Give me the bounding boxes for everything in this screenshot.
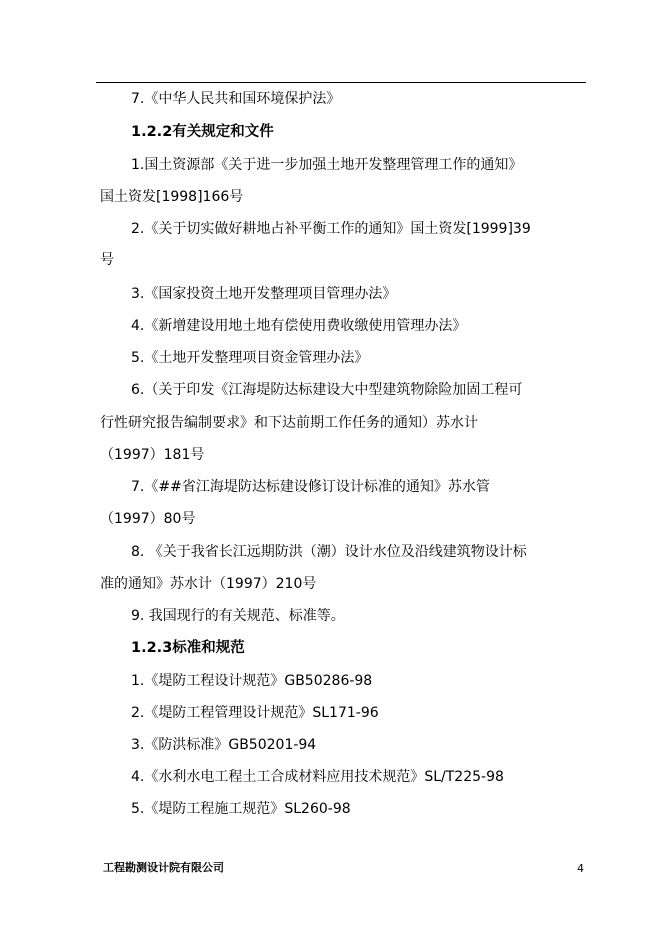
text-line: 7.《中华人民共和国环境保护法》: [131, 91, 341, 107]
header-rule: [96, 82, 586, 83]
text-line: 8. 《关于我省长江远期防洪（潮）设计水位及沿线建筑物设计标: [131, 544, 527, 560]
text-line: 2.《关于切实做好耕地占补平衡工作的通知》国土资发[1999]39: [131, 221, 531, 237]
text-line: 4.《新增建设用地土地有偿使用费收缴使用管理办法》: [131, 318, 467, 334]
text-line: 3.《防洪标准》GB50201-94: [131, 737, 317, 753]
text-line: （1997）80号: [100, 511, 196, 527]
text-line: 1.国土资源部《关于进一步加强土地开发整理管理工作的通知》: [131, 157, 523, 173]
text-line: 号: [100, 252, 114, 268]
text-line: 4.《水利水电工程土工合成材料应用技术规范》SL/T225-98: [131, 769, 504, 785]
page-number: 4: [577, 862, 584, 875]
footer-company-name: 工程勘测设计院有限公司: [103, 861, 224, 874]
text-line: 6.（关于印发《江海堤防达标建设大中型建筑物除险加固工程可: [131, 382, 523, 398]
text-line: 2.《堤防工程管理设计规范》SL171-96: [131, 705, 379, 721]
text-line: 5.《堤防工程施工规范》SL260-98: [131, 801, 351, 817]
text-line: 7.《##省江海堤防达标建设修订设计标准的通知》苏水管: [131, 479, 490, 495]
text-line: 国土资发[1998]166号: [100, 189, 244, 205]
section-heading: 1.2.2有关规定和文件: [131, 124, 274, 140]
text-line: 准的通知》苏水计（1997）210号: [100, 576, 317, 592]
text-line: （1997）181号: [100, 447, 205, 463]
text-line: 1.《堤防工程设计规范》GB50286-98: [131, 673, 373, 689]
text-line: 5.《土地开发整理项目资金管理办法》: [131, 350, 369, 366]
text-line: 3.《国家投资土地开发整理项目管理办法》: [131, 286, 397, 302]
text-line: 行性研究报告编制要求》和下达前期工作任务的通知）苏水计: [100, 415, 478, 431]
section-heading: 1.2.3标准和规范: [131, 640, 245, 656]
text-line: 9. 我国现行的有关规范、标准等。: [131, 608, 345, 624]
